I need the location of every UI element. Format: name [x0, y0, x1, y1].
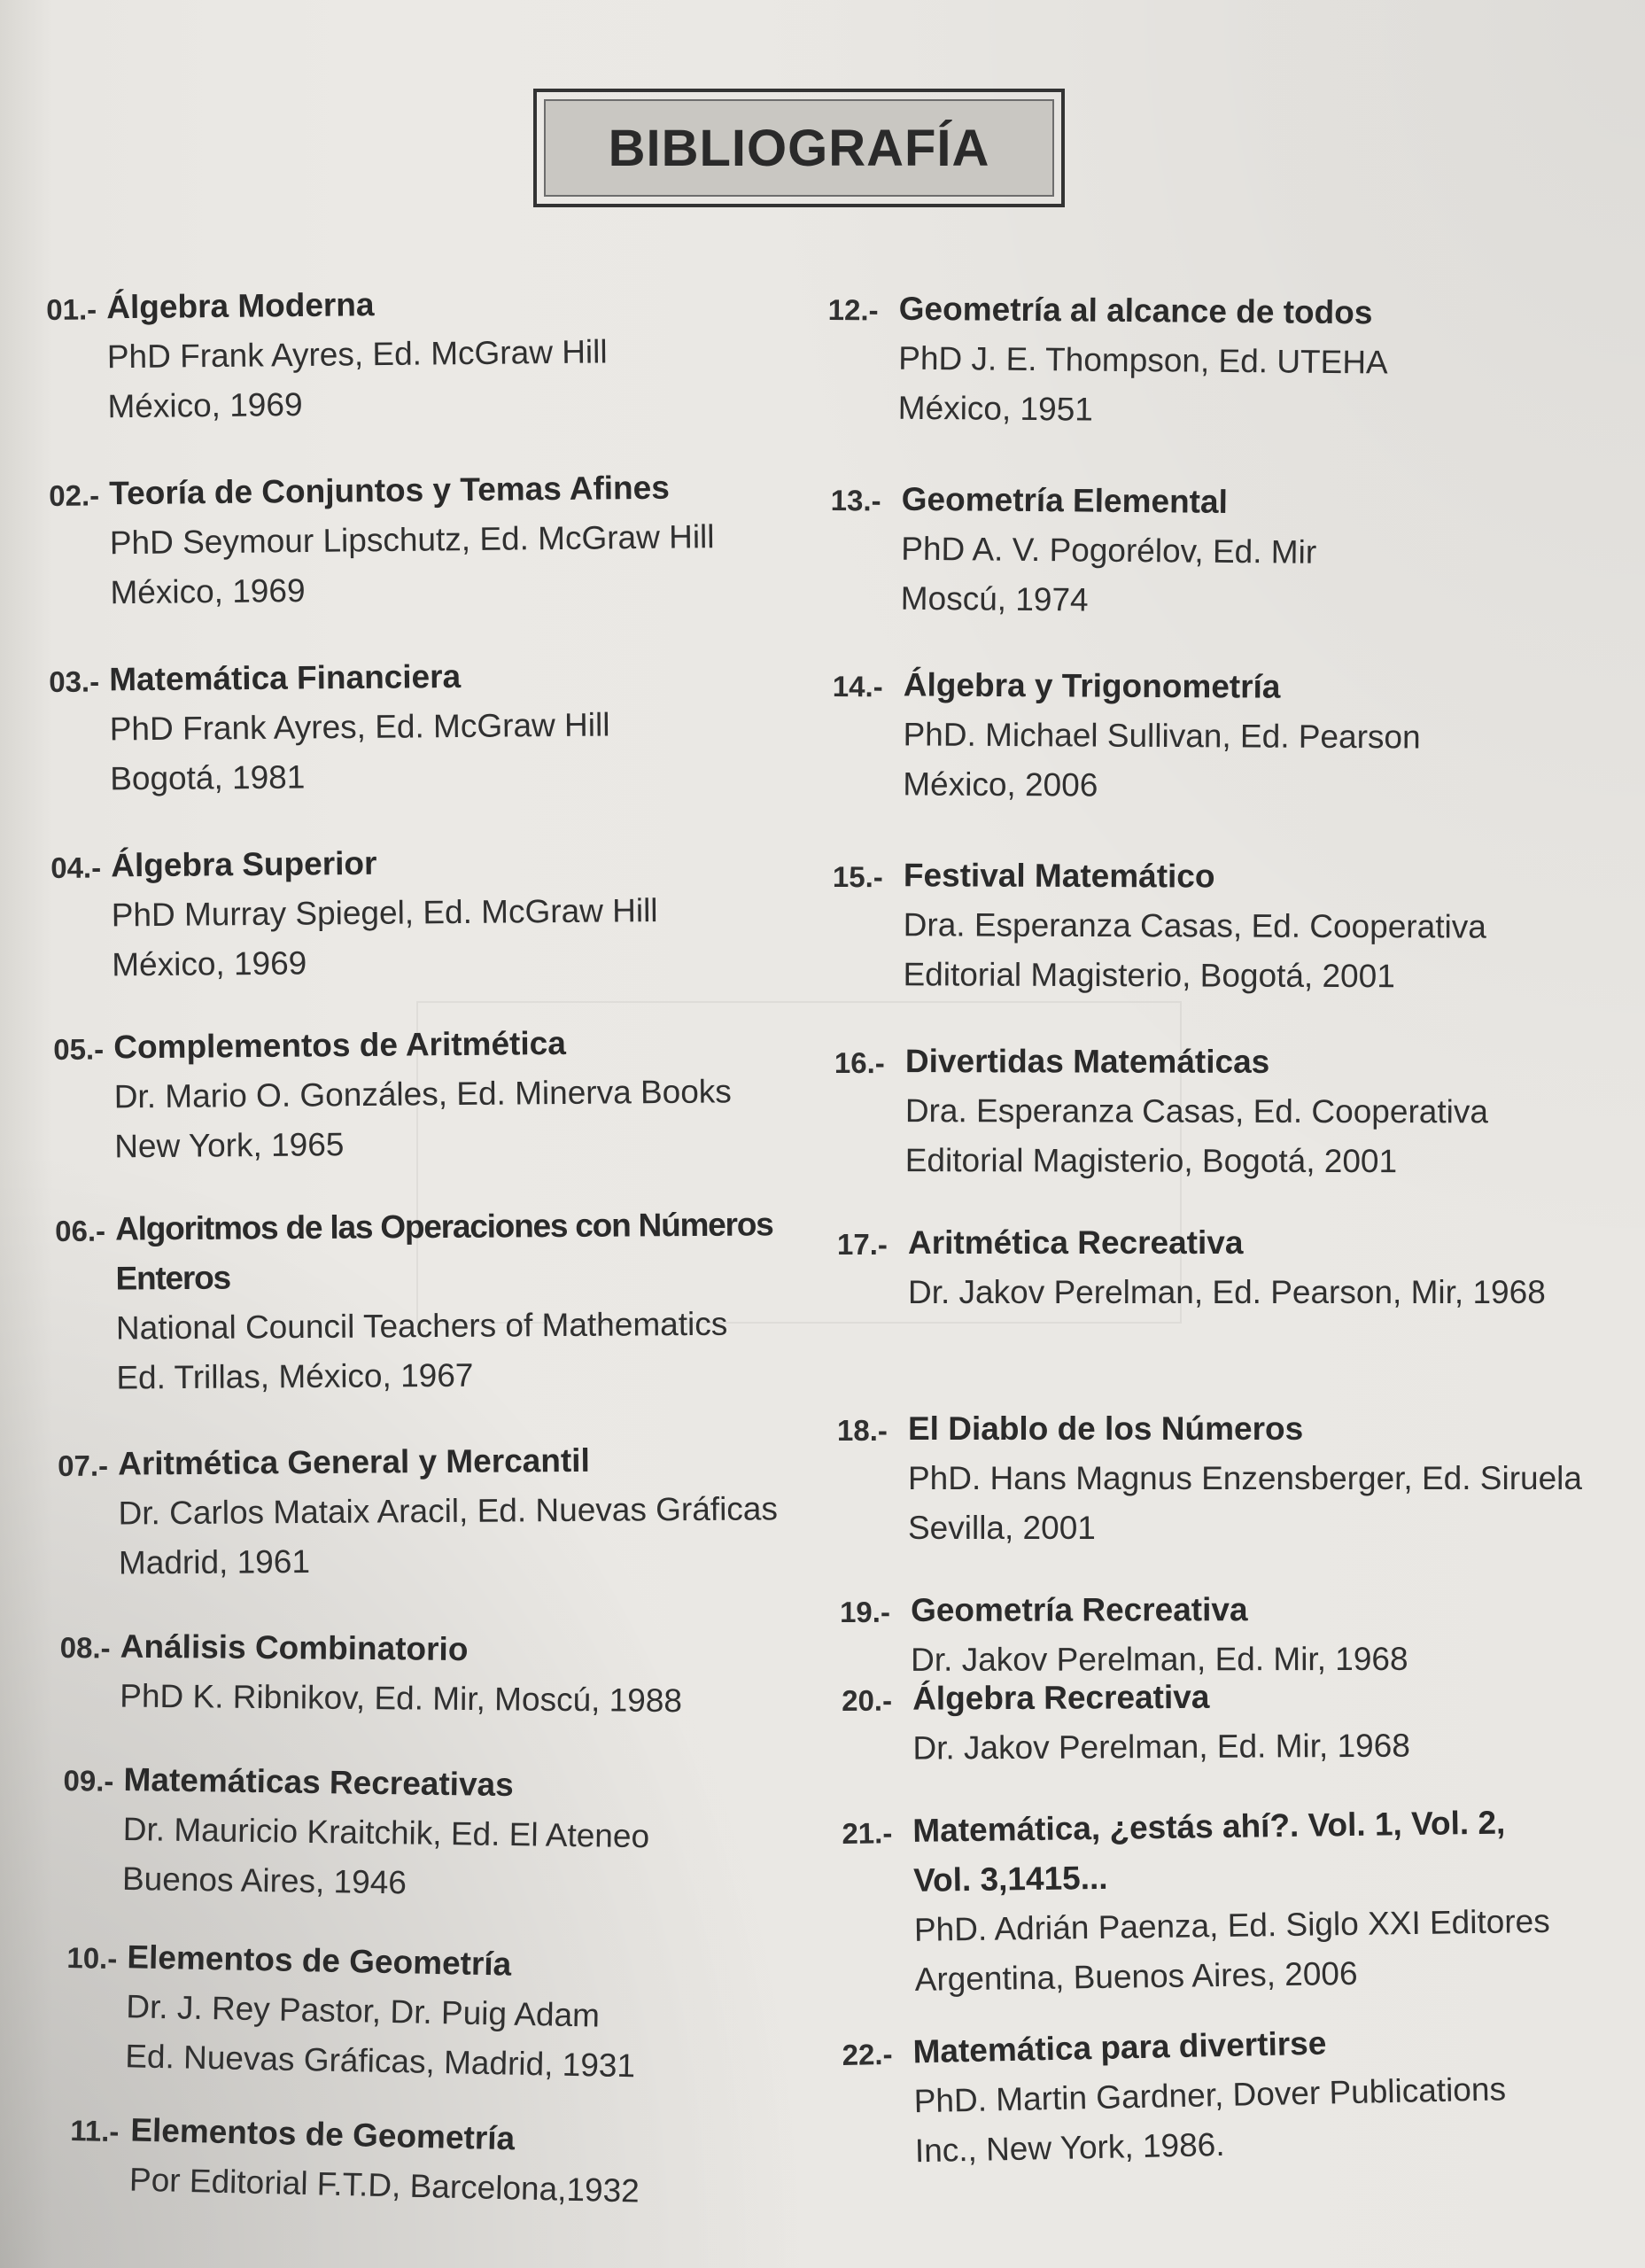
entry-detail: PhD. Martin Gardner, Dover Publications — [913, 2070, 1507, 2120]
entry-lines — [120, 1622, 822, 1728]
entry-detail: Bogotá, 1981 — [110, 758, 306, 797]
entry-detail: Dr. Jakov Perelman, Ed. Mir, 1968 — [912, 1727, 1410, 1767]
entry-number: 16.- — [834, 1046, 885, 1080]
entry-lines — [911, 1584, 1602, 1684]
entry-title: Aritmética General y Mercantil — [118, 1441, 590, 1482]
entry-detail: Dr. Jakov Perelman, Ed. Pearson, Mir, 1968 — [908, 1274, 1546, 1310]
bibliography-entry — [840, 1584, 1602, 1685]
entry-number: 21.- — [842, 1816, 893, 1850]
entry-detail: PhD Frank Ayres, Ed. McGraw Hill — [106, 333, 608, 376]
entry-number: 22.- — [842, 2037, 893, 2071]
entry-number: 01.- — [46, 292, 97, 326]
entry-detail: Ed. Trillas, México, 1967 — [116, 1356, 474, 1396]
entry-title: Álgebra Superior — [111, 844, 377, 884]
bibliography-entry — [832, 850, 1595, 1002]
bibliography-entry — [830, 474, 1593, 629]
entry-detail: Dr. Mauricio Kraitchik, Ed. El Ateneo — [122, 1810, 650, 1855]
entry-title: Matemáticas Recreativas — [123, 1760, 515, 1804]
bibliography-entry — [837, 1218, 1599, 1317]
entry-title: Álgebra Recreativa — [912, 1678, 1210, 1717]
entry-lines — [125, 1932, 829, 2094]
entry-detail: National Council Teachers of Mathematics — [115, 1305, 728, 1347]
entry-title: Matemática para divertirse — [912, 2024, 1327, 2070]
entry-title: Análisis Combinatorio — [120, 1627, 469, 1668]
entry-number: 10.- — [66, 1940, 118, 1976]
bibliography-entry — [68, 2104, 832, 2220]
entry-lines — [903, 660, 1595, 812]
entry-detail: PhD. Adrián Paenza, Ed. Siglo XXI Editores — [913, 1902, 1550, 1948]
entry-lines — [122, 1755, 826, 1914]
entry-lines — [912, 1797, 1606, 2005]
entry-title: Vol. 3,1415... — [912, 1859, 1108, 1899]
entry-title: Geometría Recreativa — [911, 1591, 1248, 1628]
entry-lines — [908, 1218, 1599, 1317]
bibliography-entry — [50, 835, 813, 990]
bibliography-entry — [49, 462, 812, 618]
entry-detail: PhD. Hans Magnus Enzensberger, Ed. Siruela — [908, 1460, 1582, 1496]
entry-number: 14.- — [832, 669, 883, 703]
bibliography-entry — [827, 284, 1590, 439]
entry-number: 17.- — [837, 1228, 888, 1261]
entry-number: 18.- — [837, 1414, 888, 1447]
entry-lines — [115, 1200, 819, 1403]
entry-detail: Editorial Magisterio, Bogotá, 2001 — [903, 956, 1395, 995]
entry-title: Elementos de Geometría — [129, 2111, 516, 2157]
entry-title: Festival Matemático — [903, 857, 1215, 895]
bibliography-entry — [55, 1200, 819, 1403]
bibliography-entry — [49, 649, 811, 804]
entry-detail: New York, 1965 — [114, 1126, 345, 1165]
entry-detail: Dr. Jakov Perelman, Ed. Mir, 1968 — [911, 1640, 1408, 1678]
entry-title: Algoritmos de las Operaciones con Números — [115, 1206, 773, 1247]
entry-detail: PhD A. V. Pogorélov, Ed. Mir — [901, 530, 1317, 571]
bibliography-entry — [53, 1016, 816, 1171]
entry-detail: PhD Frank Ayres, Ed. McGraw Hill — [109, 706, 610, 748]
entry-detail: Madrid, 1961 — [118, 1543, 311, 1581]
entry-detail: Sevilla, 2001 — [908, 1510, 1096, 1546]
entry-number: 09.- — [63, 1763, 114, 1798]
entry-title: Teoría de Conjuntos y Temas Afines — [109, 469, 671, 512]
entry-title: Álgebra Moderna — [106, 286, 375, 326]
entry-lines — [912, 1670, 1604, 1773]
entry-title: Aritmética Recreativa — [908, 1224, 1244, 1261]
bibliography-entry — [842, 2013, 1606, 2178]
entry-lines — [109, 462, 812, 617]
entry-lines — [106, 276, 810, 431]
entry-detail: Inc., New York, 1986. — [914, 2125, 1225, 2170]
entry-title: Elementos de Geometría — [127, 1938, 512, 1983]
entry-detail: México, 1969 — [112, 944, 307, 983]
entry-detail: México, 1951 — [897, 389, 1094, 428]
entry-detail: Dr. Carlos Mataix Aracil, Ed. Nuevas Gráficas — [118, 1490, 779, 1532]
entry-lines — [118, 1434, 820, 1588]
entry-detail: Moscú, 1974 — [900, 579, 1089, 618]
bibliography-entry — [837, 1404, 1599, 1553]
entry-number: 20.- — [842, 1683, 893, 1717]
entry-title: Divertidas Matemáticas — [904, 1043, 1270, 1080]
entry-number: 12.- — [827, 292, 879, 327]
entry-lines — [901, 475, 1593, 630]
entry-number: 13.- — [830, 483, 881, 517]
bibliography-entry — [59, 1621, 822, 1728]
entry-detail: Argentina, Buenos Aires, 2006 — [914, 1954, 1358, 1998]
entry-number: 03.- — [49, 664, 100, 698]
bibliography-entry — [62, 1754, 826, 1914]
entry-detail: Por Editorial F.T.D, Barcelona,1932 — [128, 2161, 640, 2210]
entry-detail: México, 1969 — [110, 571, 306, 611]
entry-detail: PhD K. Ribnikov, Ed. Mir, Moscú, 1988 — [120, 1677, 683, 1720]
entry-lines — [903, 850, 1595, 1002]
entry-title: El Diablo de los Números — [908, 1410, 1304, 1447]
entry-detail: Dra. Esperanza Casas, Ed. Cooperativa — [903, 906, 1486, 945]
entry-detail: Ed. Nuevas Gráficas, Madrid, 1931 — [124, 2038, 636, 2085]
entry-number: 04.- — [50, 850, 102, 884]
entry-title: Matemática Financiera — [109, 657, 462, 698]
entry-title: Enteros — [115, 1259, 231, 1297]
entry-lines — [905, 1037, 1596, 1186]
entry-lines — [898, 284, 1590, 439]
bibliography-entry — [834, 1037, 1596, 1187]
bibliography-entry — [65, 1931, 829, 2094]
entry-number: 15.- — [832, 859, 883, 894]
entry-detail: Dra. Esperanza Casas, Ed. Cooperativa — [904, 1092, 1488, 1130]
entry-title: Matemática, ¿estás ahí?. Vol. 1, Vol. 2, — [912, 1804, 1506, 1849]
entry-number: 07.- — [58, 1449, 109, 1482]
entry-detail: Dr. J. Rey Pastor, Dr. Puig Adam — [125, 1988, 601, 2034]
bibliography-entry — [842, 1797, 1606, 2006]
entry-lines — [128, 2106, 832, 2221]
entry-detail: PhD Seymour Lipschutz, Ed. McGraw Hill — [109, 518, 715, 562]
entry-lines — [912, 2013, 1606, 2176]
entry-detail: Editorial Magisterio, Bogotá, 2001 — [904, 1142, 1398, 1180]
entry-number: 08.- — [59, 1630, 111, 1665]
entry-lines — [113, 1016, 816, 1171]
entry-number: 06.- — [55, 1214, 106, 1247]
bibliography-entry — [842, 1670, 1604, 1774]
entry-title: Geometría al alcance de todos — [898, 290, 1373, 331]
entry-lines — [109, 649, 811, 804]
entry-detail: México, 2006 — [903, 765, 1098, 804]
entry-detail: Buenos Aires, 1946 — [121, 1860, 407, 1901]
entry-detail: México, 1969 — [107, 385, 303, 425]
bibliography-entry — [58, 1434, 820, 1588]
entry-detail: PhD J. E. Thompson, Ed. UTEHA — [898, 339, 1388, 381]
entry-title: Geometría Elemental — [901, 480, 1229, 520]
entry-title: Complementos de Aritmética — [113, 1024, 566, 1066]
entry-lines — [111, 835, 813, 990]
page-title: BIBLIOGRAFÍA — [608, 119, 990, 177]
entry-detail: Dr. Mario O. Gonzáles, Ed. Minerva Books — [113, 1073, 732, 1115]
entry-lines — [908, 1404, 1599, 1553]
title-frame — [533, 89, 1065, 207]
entry-number: 11.- — [69, 2113, 120, 2148]
entry-detail: PhD. Michael Sullivan, Ed. Pearson — [903, 716, 1421, 756]
entry-number: 19.- — [840, 1595, 890, 1628]
bibliography-entry — [832, 660, 1595, 813]
entry-number: 02.- — [49, 478, 100, 512]
entry-detail: PhD Murray Spiegel, Ed. McGraw Hill — [111, 892, 658, 934]
bibliography-entry — [46, 276, 810, 432]
entry-title: Álgebra y Trigonometría — [903, 666, 1281, 705]
entry-number: 05.- — [53, 1032, 105, 1066]
